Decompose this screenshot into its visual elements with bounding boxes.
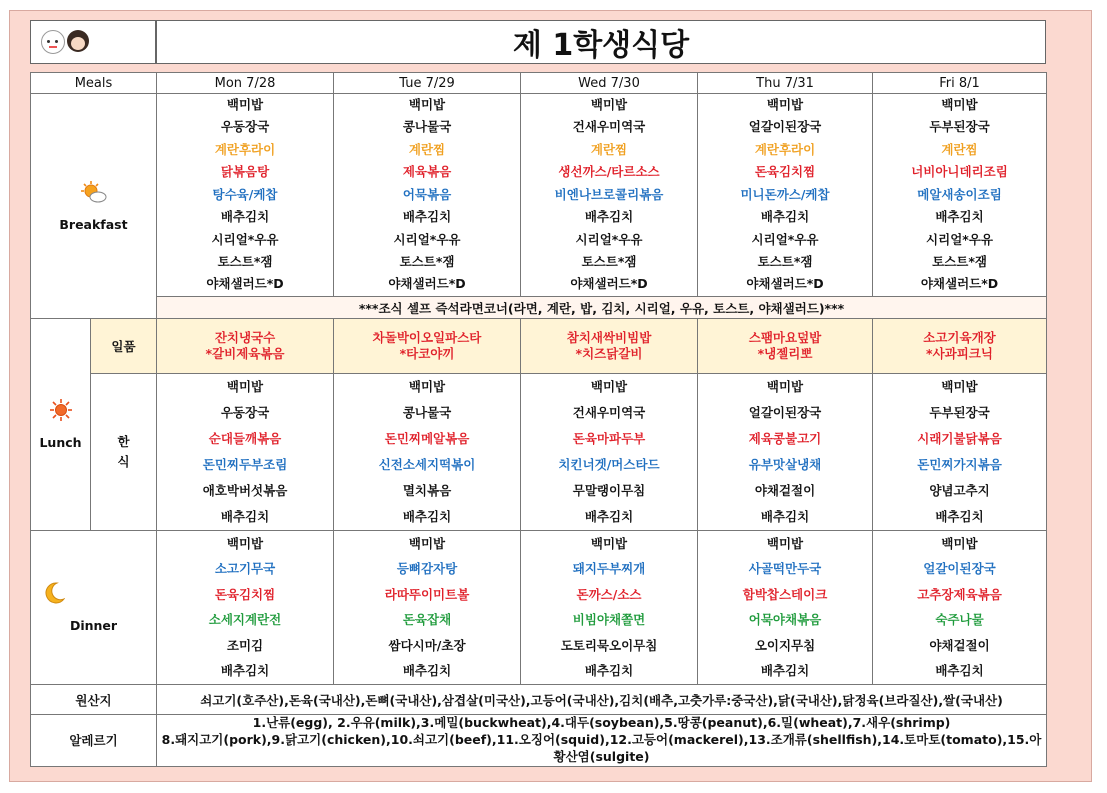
menu-item: 돈까스/소스 — [576, 586, 642, 602]
allergy-line: 1.난류(egg), 2.우유(milk),3.메밀(buckwheat),4.대두(soybean),5.땅콩(peanut),6.밀(wheat),7.새우(shrimp) — [252, 715, 951, 730]
menu-item: 등뼈감자탕 — [396, 561, 458, 576]
menu-item: 배추김치 — [760, 663, 810, 678]
breakfast-note: ***조식 셀프 즉석라면코너(라면, 계란, 밥, 김치, 시리얼, 우유, 토스트, 야채샐러드)*** — [157, 297, 1047, 319]
menu-item: 유부맛살냉채 — [748, 456, 822, 472]
menu-item: 콩나물국 — [402, 404, 452, 420]
menu-item: 멸치볶음 — [402, 482, 452, 498]
lunch-day-mon — [157, 374, 334, 531]
origin-label: 원산지 — [31, 685, 157, 715]
menu-item: 토스트*잼 — [399, 254, 455, 270]
menu-item: 돈민찌가지볶음 — [917, 456, 1002, 472]
menu-item: 콩나물국 — [402, 119, 452, 135]
menu-item: 돈육김치찜 — [214, 586, 276, 602]
breakfast-day-tue — [334, 94, 521, 297]
menu-item: 백미밥 — [766, 535, 804, 551]
menu-item: 계란찜 — [590, 141, 628, 157]
menu-item: 계란찜 — [408, 141, 446, 157]
breakfast-day-mon — [157, 94, 334, 297]
menu-item: 백미밥 — [590, 96, 628, 112]
menu-item: 배추김치 — [402, 663, 452, 678]
menu-item: 건새우미역국 — [572, 404, 646, 420]
robot-face-icon — [41, 30, 65, 54]
menu-item: 라따뚜이미트볼 — [384, 586, 470, 602]
menu-item: 어묵볶음 — [402, 186, 452, 202]
mascot-logo — [41, 30, 101, 56]
menu-item: 배추김치 — [935, 663, 984, 678]
menu-item: 배추김치 — [584, 209, 634, 225]
ilpum-fri: 소고기육개장 *사과피크닉 — [873, 319, 1047, 374]
menu-item: 백미밥 — [226, 535, 264, 551]
menu-item: 얼갈이된장국 — [923, 561, 996, 576]
menu-item: 배추김치 — [220, 663, 270, 678]
menu-item: 토스트*잼 — [932, 254, 987, 270]
menu-item: 숙주나물 — [935, 612, 984, 627]
menu-item: 두부된장국 — [929, 404, 990, 420]
origin-row — [31, 685, 1047, 715]
menu-table — [30, 72, 1047, 767]
menu-item: 토스트*잼 — [757, 254, 813, 270]
menu-item: 야채겉절이 — [929, 637, 990, 653]
page-title: 제 1학생식당 — [156, 20, 1046, 64]
day-header: Fri 8/1 — [873, 73, 1047, 94]
menu-item: 계란후라이 — [214, 141, 276, 157]
menu-item: 계란후라이 — [754, 141, 816, 157]
menu-item: 건새우미역국 — [572, 119, 646, 135]
breakfast-note-row — [31, 297, 1047, 319]
header-row — [31, 73, 1047, 94]
menu-item: 백미밥 — [766, 378, 804, 394]
menu-item: 배추김치 — [935, 209, 984, 225]
ilpum-wed: 참치새싹비빔밥 *치즈닭갈비 — [521, 319, 698, 374]
breakfast-day-thu — [698, 94, 873, 297]
breakfast-text: Breakfast — [59, 216, 128, 232]
breakfast-day-wed — [521, 94, 698, 297]
menu-item: 오이지무침 — [754, 637, 816, 653]
breakfast-label — [31, 94, 157, 319]
allergy-text — [157, 715, 1047, 767]
lunch-day-wed — [521, 374, 698, 531]
menu-item: 배추김치 — [220, 508, 270, 524]
menu-item: 너비아니데리조림 — [911, 164, 1008, 180]
menu-item: 배추김치 — [935, 508, 984, 524]
lunch-text: Lunch — [39, 435, 82, 450]
menu-item: 배추김치 — [220, 209, 270, 225]
menu-item: 돼지두부찌개 — [572, 561, 646, 576]
menu-item: 야채샐러드*D — [920, 276, 999, 292]
menu-item: 백미밥 — [941, 96, 978, 112]
menu-item: 미니돈까스/케찹 — [740, 186, 830, 202]
dinner-row — [31, 531, 1047, 685]
moon-icon — [45, 582, 65, 604]
menu-item: 시래기불닭볶음 — [917, 430, 1002, 446]
menu-item: 쌈다시마/초장 — [388, 637, 466, 653]
dinner-day-fri — [873, 531, 1047, 685]
day-header: Tue 7/29 — [334, 73, 521, 94]
menu-item: 야채샐러드*D — [570, 276, 648, 292]
menu-item: 야채샐러드*D — [746, 276, 824, 292]
menu-item: 비엔나브로콜리볶음 — [554, 186, 664, 202]
ilpum-label: 일품 — [91, 319, 157, 374]
menu-item: 시리얼*우유 — [926, 231, 993, 247]
hansik-label: 한 식 — [91, 374, 157, 531]
menu-item: 야채샐러드*D — [388, 276, 466, 292]
lunch-day-fri — [873, 374, 1047, 531]
menu-item: 비빔야채쫄면 — [572, 612, 646, 627]
menu-item: 조미김 — [226, 637, 264, 653]
menu-item: 우동장국 — [220, 119, 270, 135]
menu-item: 탕수육/케찹 — [212, 186, 278, 202]
day-header: Mon 7/28 — [157, 73, 334, 94]
logo-box — [30, 20, 156, 64]
menu-item: 백미밥 — [590, 535, 628, 551]
menu-item: 계란찜 — [941, 141, 978, 157]
menu-item: 우동장국 — [220, 404, 270, 420]
menu-item: 돈육김치찜 — [754, 164, 816, 180]
allergy-label: 알레르기 — [31, 715, 157, 767]
menu-item: 돈육잡채 — [402, 612, 452, 627]
menu-item: 치킨너겟/머스타드 — [558, 456, 660, 472]
dinner-day-tue — [334, 531, 521, 685]
day-header: Thu 7/31 — [698, 73, 873, 94]
menu-item: 순대들깨볶음 — [208, 430, 282, 446]
lunch-day-tue — [334, 374, 521, 531]
menu-item: 백미밥 — [941, 378, 978, 394]
dinner-day-mon — [157, 531, 334, 685]
menu-item: 백미밥 — [226, 96, 264, 112]
menu-item: 고추장제육볶음 — [917, 586, 1002, 602]
menu-item: 배추김치 — [760, 209, 810, 225]
menu-item: 야채샐러드*D — [206, 276, 284, 292]
menu-item: 제육콩불고기 — [748, 430, 822, 446]
sun-icon — [50, 399, 72, 421]
menu-item: 두부된장국 — [929, 119, 990, 135]
menu-item: 백미밥 — [766, 96, 804, 112]
breakfast-row — [31, 94, 1047, 297]
menu-item: 양념고추지 — [929, 482, 990, 498]
sun-cloud-icon — [81, 181, 107, 203]
menu-item: 함박찹스테이크 — [742, 586, 828, 602]
dinner-day-thu — [698, 531, 873, 685]
menu-item: 돈민찌메알볶음 — [384, 430, 470, 446]
lunch-day-thu — [698, 374, 873, 531]
lunch-label — [31, 319, 91, 531]
dinner-day-wed — [521, 531, 698, 685]
ilpum-tue: 차돌박이오일파스타 *타코야끼 — [334, 319, 521, 374]
menu-item: 백미밥 — [941, 535, 978, 551]
allergy-row — [31, 715, 1047, 767]
menu-item: 얼갈이된장국 — [748, 404, 822, 420]
menu-item: 토스트*잼 — [217, 254, 273, 270]
day-header: Wed 7/30 — [521, 73, 698, 94]
origin-text: 쇠고기(호주산),돈육(국내산),돈뼈(국내산),삼겹살(미국산),고등어(국내산),김치(배추,고춧가루:중국산),닭(국내산),닭정육(브라질산),쌀(국내산) — [157, 685, 1047, 715]
menu-item: 배추김치 — [584, 508, 634, 524]
menu-item: 배추김치 — [402, 508, 452, 524]
menu-item: 애호박버섯볶음 — [202, 482, 288, 498]
menu-item: 어묵야채볶음 — [748, 612, 822, 627]
menu-item: 야채겉절이 — [754, 482, 816, 498]
menu-item: 배추김치 — [584, 663, 634, 678]
menu-item: 시리얼*우유 — [393, 231, 461, 247]
girl-face-icon — [67, 30, 89, 52]
lunch-hansik-row — [31, 374, 1047, 531]
menu-item: 제육볶음 — [402, 164, 452, 180]
menu-item: 돈육마파두부 — [572, 430, 646, 446]
menu-item: 시리얼*우유 — [211, 231, 279, 247]
menu-item: 메알새송이조림 — [917, 186, 1002, 202]
allergy-line: 8.돼지고기(pork),9.닭고기(chicken),10.쇠고기(beef),11.오징어(squid),12.고등어(mackerel),13.조개류(shellfish),14.토마토(tomato),15.아황산염(sulgite) — [161, 731, 1042, 764]
menu-item: 소고기무국 — [214, 561, 276, 576]
menu-item: 도토리묵오이무침 — [560, 637, 658, 653]
menu-item: 돈민찌두부조림 — [202, 456, 288, 472]
ilpum-thu: 스팸마요덮밥 *냉젤리뽀 — [698, 319, 873, 374]
menu-item: 백미밥 — [408, 535, 446, 551]
menu-item: 배추김치 — [760, 508, 810, 524]
menu-item: 배추김치 — [402, 209, 452, 225]
menu-item: 신전소세지떡볶이 — [378, 456, 476, 472]
meals-header: Meals — [31, 73, 157, 94]
dinner-label — [31, 531, 157, 685]
lunch-ilpum-row — [31, 319, 1047, 374]
menu-item: 닭볶음탕 — [220, 164, 270, 180]
menu-item: 시리얼*우유 — [575, 231, 643, 247]
menu-item: 소세지계란전 — [208, 612, 282, 627]
menu-item: 백미밥 — [408, 378, 446, 394]
ilpum-mon: 잔치냉국수 *갈비제육볶음 — [157, 319, 334, 374]
menu-item: 무말랭이무침 — [572, 482, 646, 498]
menu-item: 토스트*잼 — [581, 254, 637, 270]
dinner-text: Dinner — [69, 618, 118, 633]
menu-item: 백미밥 — [408, 96, 446, 112]
menu-item: 얼갈이된장국 — [748, 119, 822, 135]
menu-item: 백미밥 — [590, 378, 628, 394]
menu-item: 시리얼*우유 — [751, 231, 819, 247]
breakfast-day-fri — [873, 94, 1047, 297]
menu-item: 생선까스/타르소스 — [558, 164, 660, 180]
menu-item: 사골떡만두국 — [748, 561, 822, 576]
menu-item: 백미밥 — [226, 378, 264, 394]
